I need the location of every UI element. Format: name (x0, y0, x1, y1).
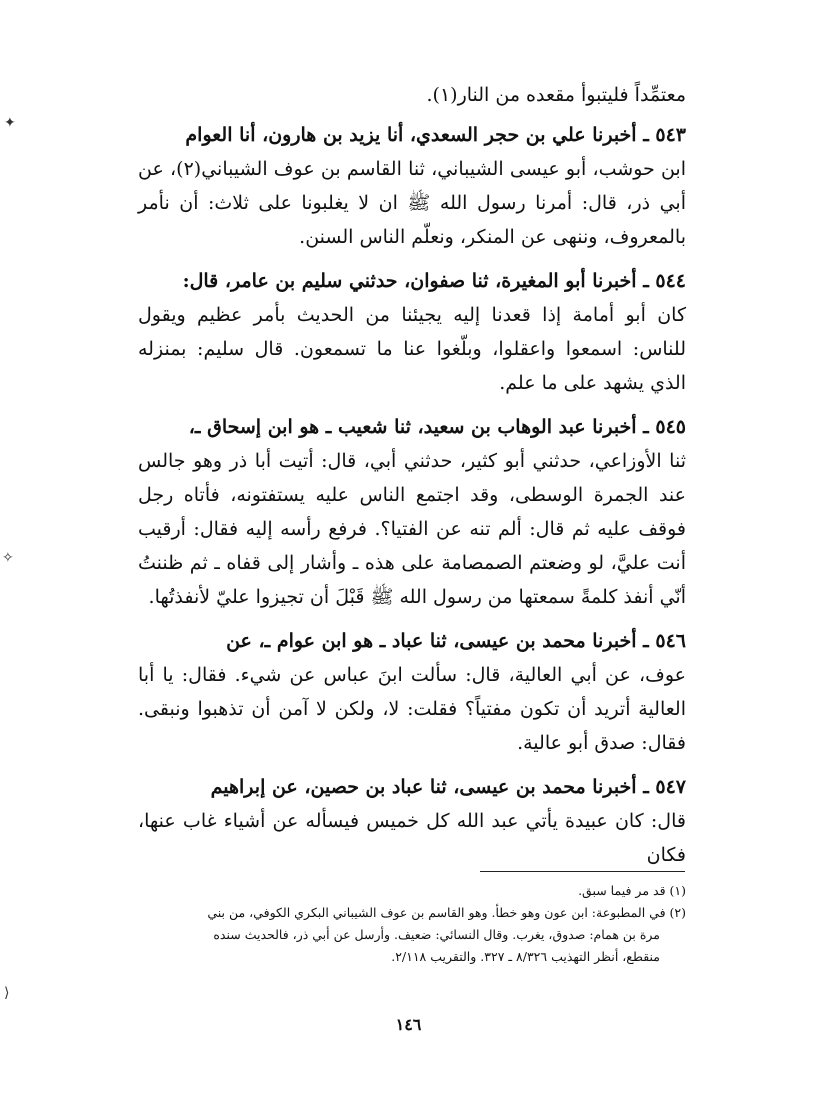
hadith-text: ابن حوشب، أبو عيسى الشيباني، ثنا القاسم بن عوف الشيباني(٢)، عن أبي ذر، قال: أمرنا رسول الله ﷺ ان لا يغلبونا على ثلاث: أن نأمر بالمعروف، وننهى عن المنكر، ونعلّم الناس السنن. (138, 158, 686, 248)
hadith-heading: ٥٤٥ ـ أخبرنا عبد الوهاب بن سعيد، ثنا شعيب ـ هو ابن إسحاق ـ، (188, 416, 686, 438)
page-number: ١٤٦ (395, 1015, 422, 1034)
footnote-2-continuation: منقطع، أنظر التهذيب ٨/٣٢٦ ـ ٣٢٧. والتقريب ٢/١١٨. (391, 949, 660, 964)
hadith-546 (138, 624, 686, 760)
hadith-text: عوف، عن أبي العالية، قال: سألت ابنَ عباس عن شيء. فقال: يا أبا العالية أتريد أن تكون مفتياً؟ فقلت: لا، ولكن لا آمن أن تذهبوا ونبقى. فقال: صدق أبو عالية. (138, 664, 686, 754)
page-body (138, 78, 686, 872)
hadith-heading: ٥٤٣ ـ أخبرنا علي بن حجر السعدي، أنا يزيد بن هارون، أنا العوام (185, 124, 686, 146)
footnote-2: (٢) في المطبوعة: ابن عون وهو خطأ. وهو القاسم بن عوف الشيباني البكري الكوفي، من بني (207, 905, 686, 920)
hadith-545 (138, 410, 686, 614)
hadith-543 (138, 118, 686, 254)
opening-line: معتمِّداً فليتبوأ مقعده من النار(١). (426, 84, 686, 106)
hadith-text: كان أبو أمامة إذا قعدنا إليه يجيئنا من الحديث بأمر عظيم ويقول للناس: اسمعوا واعقلوا، وبلّغوا عنا ما تسمعون. قال سليم: بمنزله الذي يشهد على ما علم. (138, 304, 686, 394)
hadith-text: قال: كان عبيدة يأتي عبد الله كل خميس فيسأله عن أشياء غاب عنها، فكان (138, 810, 686, 866)
footnote-divider (480, 871, 685, 872)
hadith-heading: ٥٤٤ ـ أخبرنا أبو المغيرة، ثنا صفوان، حدثني سليم بن عامر، قال: (182, 270, 686, 292)
hadith-heading: ٥٤٧ ـ أخبرنا محمد بن عيسى، ثنا عباد بن حصين، عن إبراهيم (210, 776, 686, 798)
margin-mark-icon: ⟩ (4, 985, 10, 1001)
hadith-heading: ٥٤٦ ـ أخبرنا محمد بن عيسى، ثنا عباد ـ هو ابن عوام ـ، عن (226, 630, 686, 652)
margin-mark-icon: ✦ (4, 115, 16, 131)
footnote-1: (١) قد مر فيما سبق. (578, 883, 686, 898)
hadith-text: ثنا الأوزاعي، حدثني أبو كثير، حدثني أبي، قال: أتيت أبا ذر وهو جالس عند الجمرة الوسطى، وقد اجتمع الناس عليه يستفتونه، فأتاه رجل فوقف عليه ثم قال: ألم تنه عن الفتيا؟. فرفع رأسه إليه فقال: أرقيب أنت عليَّ، لو وضعتم الصمصامة على هذه ـ وأشار إلى قفاه ـ ثم ظننتُ أنّي أنفذ كلمةً سمعتها من رسول الله ﷺ قَبْلَ أن تجيزوا عليّ لأنفذتُها. (138, 450, 686, 608)
footnote-2-continuation: مرة بن همام: صدوق، يغرب. وقال النسائي: ضعيف. وأرسل عن أبي ذر، فالحديث سنده (213, 927, 660, 942)
hadith-544 (138, 264, 686, 400)
hadith-547 (138, 770, 686, 872)
footnotes (138, 880, 686, 968)
margin-mark-icon: ✧ (2, 550, 14, 566)
